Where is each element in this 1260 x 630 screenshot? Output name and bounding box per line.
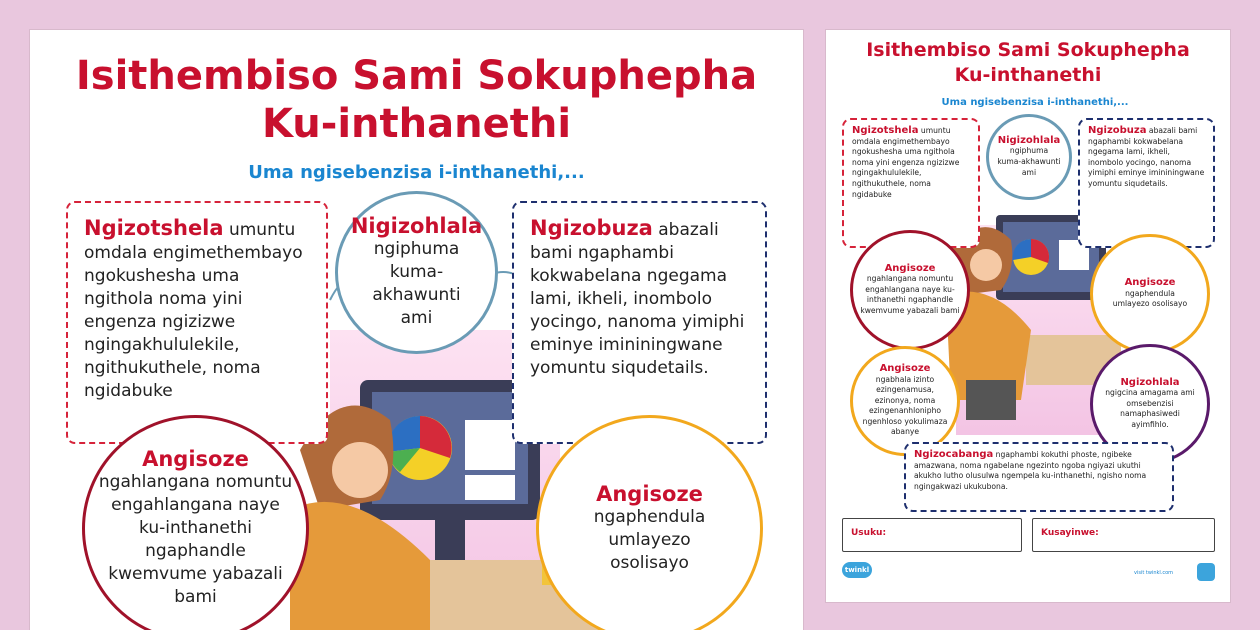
card-logout <box>335 191 498 354</box>
card-never-meet-head: Angisoze <box>142 447 249 471</box>
card-ask-parents <box>512 201 767 444</box>
small-card-logout-text: ngiphuma kuma-akhawunti ami <box>997 146 1061 177</box>
card-never-reply-text: ngaphendula umlayezo osolisayo <box>593 506 706 573</box>
small-title-line-2: Ku-inthanethi <box>954 64 1102 86</box>
card-logout-text: ngiphuma kuma-akhawunti ami <box>372 239 461 328</box>
card-ask-parents-head: Ngizobuza <box>530 216 653 240</box>
poster-title <box>30 52 803 148</box>
footer-badge-icon <box>1196 562 1216 582</box>
small-card-logout-head: Nigizohlala <box>997 134 1061 146</box>
small-card-never-meet <box>850 230 970 350</box>
title-line-2: Ku-inthanethi <box>261 101 572 147</box>
small-card-never-unkind-head: Angisoze <box>879 362 931 374</box>
poster-large <box>30 30 803 630</box>
small-card-keep-passwords-text: ngigcina amagama ami omsebenzisi namaphasiwedi ayimfihlo. <box>1105 388 1195 429</box>
card-logout-head: Nigizohlala <box>350 214 483 238</box>
small-card-keep-passwords-head: Ngizohlala <box>1120 376 1180 388</box>
small-card-never-reply-text: ngaphendula umlayezo osolisayo <box>1112 288 1188 309</box>
small-card-think-text: ngaphambi kokuthi phoste, ngibeke amazwana, noma ngabelane ngezinto ngoba ngiyazi ukuthi akukho lutho olusulwa ngempela ku-inthanethi, ngisho noma ngingakwazi ukukubona. <box>914 450 1147 491</box>
card-never-meet-text: ngahlangana nomuntu engahlangana naye ku-inthanethi ngaphandle kwemvume yabazali bami <box>98 472 293 607</box>
small-card-think-before-posting <box>904 442 1174 512</box>
small-card-ask-parents-head: Ngizobuza <box>1088 125 1147 136</box>
small-card-tell-adult-head: Ngizotshela <box>852 125 919 136</box>
small-card-never-unkind-text: ngabhala izinto ezingenamusa, ezinonya, noma ezingenanhlonipho ngenhloso yokulimaza abanye <box>862 374 948 437</box>
date-field[interactable]: Usuku: <box>842 518 1022 552</box>
small-card-ask-parents <box>1078 118 1215 248</box>
card-tell-adult <box>66 201 328 444</box>
twinkl-logo: twinkl <box>842 562 872 578</box>
poster-small-title <box>826 38 1230 88</box>
card-tell-adult-text: umuntu omdala engimethembayo ngokushesha uma ngithola noma yini engenza ngizizwe ngingakhululekile, ngithukuthele, noma ngidabuke <box>84 220 303 401</box>
card-tell-adult-head: Ngizotshela <box>84 216 224 240</box>
small-card-never-reply-head: Angisoze <box>1124 277 1176 289</box>
footer-text: visit twinkl.com <box>1134 570 1174 576</box>
title-line-1: Isithembiso Sami Sokuphepha <box>75 53 758 99</box>
poster-small-subtitle: Uma ngisebenzisa i-inthanethi,... <box>941 97 1129 108</box>
small-card-tell-adult-text: umuntu omdala engimethembayo ngokushesha uma ngithola noma yini engenza ngizizwe ngingakhululekile, ngithukuthele, noma ngidabuke <box>852 126 960 199</box>
small-title-line-1: Isithembiso Sami Sokuphepha <box>866 39 1190 61</box>
poster-small <box>826 30 1230 602</box>
small-card-ask-parents-text: abazali bami ngaphambi kokwabelana ngegama lami, ikheli, inombolo yocingo, nanoma yimiphi eminye imininingwane yomuntu siqudetails. <box>1088 126 1205 188</box>
small-card-logout <box>986 114 1072 200</box>
small-card-never-reply <box>1090 234 1210 354</box>
card-never-reply-head: Angisoze <box>596 481 703 506</box>
signature-field[interactable]: Kusayinwe: <box>1032 518 1215 552</box>
small-card-never-meet-head: Angisoze <box>884 262 936 274</box>
card-never-meet <box>82 415 309 630</box>
small-card-tell-adult <box>842 118 980 248</box>
small-card-never-unkind <box>850 346 960 456</box>
card-never-reply <box>536 415 763 630</box>
small-card-never-meet-text: ngahlangana nomuntu engahlangana naye ku-inthanethi ngaphandle kwemvume yabazali bami <box>860 274 960 315</box>
small-card-think-head: Ngizocabanga <box>914 449 994 460</box>
poster-subtitle: Uma ngisebenzisa i-inthanethi,... <box>248 162 585 183</box>
card-ask-parents-text: abazali bami ngaphambi kokwabelana ngegama lami, ikheli, inombolo yocingo, nanoma yimiphi eminye imininingwane yomuntu siqudetails. <box>530 220 745 378</box>
